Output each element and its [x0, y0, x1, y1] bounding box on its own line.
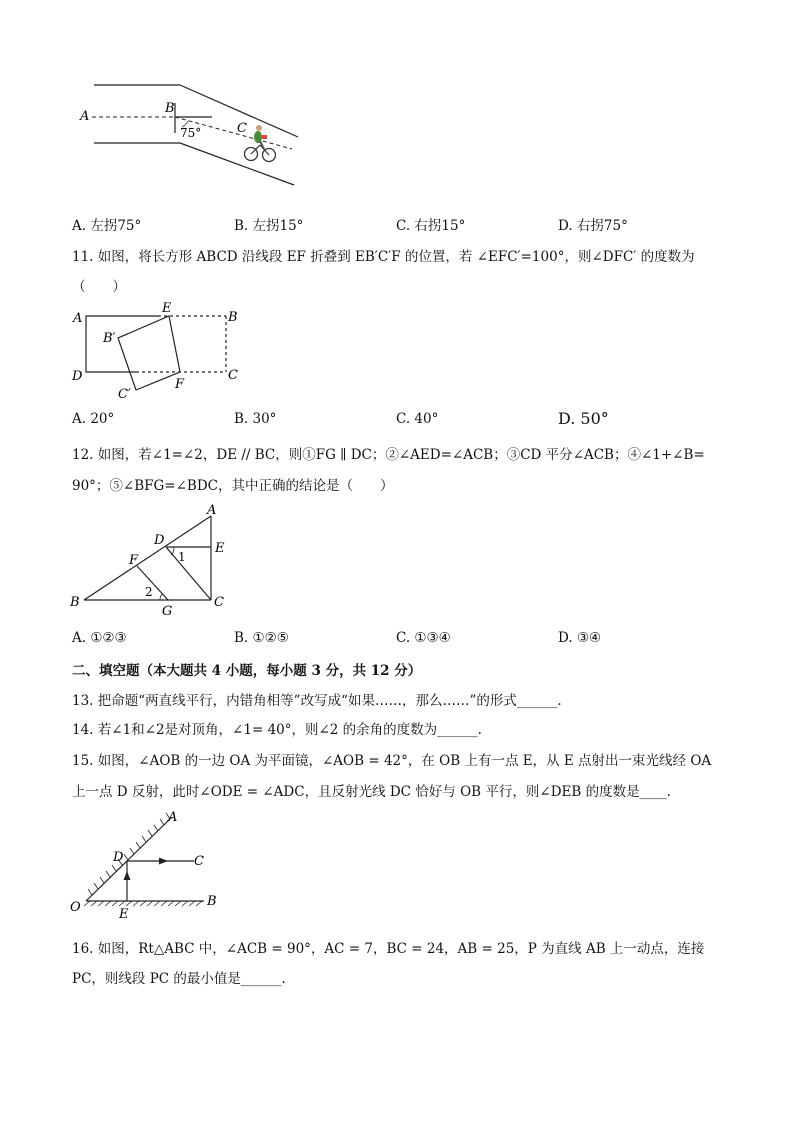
q15-figure [66, 805, 226, 927]
q10-figure [70, 75, 310, 199]
q11-option-a: A. 20° [72, 411, 115, 427]
q11-label-e: E [162, 302, 172, 316]
q15-label-d: D [113, 850, 124, 865]
q12-label-2: 2 [145, 585, 153, 599]
q12-text-line2: 90°；⑤∠BFG=∠BDC，其中正确的结论是（ ） [72, 478, 394, 494]
q10-label-c: C [237, 121, 247, 136]
q10-option-a: A. 左拐75° [72, 218, 142, 234]
q10-option-c: C. 右拐15° [396, 218, 466, 234]
q12-label-g: G [162, 604, 173, 618]
q15-text-line1: 15. 如图，∠AOB 的一边 OA 为平面镜，∠AOB = 42°，在 OB 上有一点 E，从 E 点射出一束光线经 OA [72, 753, 712, 769]
q15-label-c: C [194, 854, 204, 869]
q15-label-b: B [207, 894, 217, 909]
q11-label-b: B [228, 310, 238, 325]
q12-figure [68, 500, 238, 622]
q12-label-e: E [215, 541, 225, 556]
q14-text: 14. 若∠1和∠2是对顶角，∠1= 40°，则∠2 的余角的度数为______. [72, 722, 482, 738]
q11-label-d: D [72, 369, 83, 384]
q11-option-d: D. 50° [558, 409, 609, 428]
q12-option-a: A. ①②③ [72, 630, 127, 646]
q10-angle: 75° [180, 126, 202, 140]
q16-text-line1: 16. 如图，Rt△ABC 中，∠ACB = 90°，AC = 7，BC = 24，AB = 25，P 为直线 AB 上一动点，连接 [72, 941, 705, 957]
q11-text-line1: 11. 如图，将长方形 ABCD 沿线段 EF 折叠到 EB′C′F 的位置，若 ∠EFC′=100°，则∠DFC′ 的度数为 [72, 249, 695, 265]
q11-label-a: A [73, 311, 83, 326]
q12-label-d: D [154, 533, 165, 548]
q10-option-b: B. 左拐15° [234, 218, 304, 234]
q11-label-f: F [175, 377, 185, 392]
q12-label-1: 1 [178, 550, 186, 564]
q13-text: 13. 把命题“两直线平行，内错角相等”改写成“如果……，那么……”的形式______. [72, 693, 562, 709]
section-heading-fill-in: 二、填空题（本大题共 4 小题，每小题 3 分，共 12 分） [72, 663, 422, 679]
q12-label-c: C [214, 595, 224, 610]
q12-option-d: D. ③④ [558, 630, 602, 646]
q10-label-a: A [80, 109, 90, 124]
q15-label-o: O [70, 900, 81, 915]
q15-text-line2: 上一点 D 反射，此时∠ODE = ∠ADC，且反射光线 DC 恰好与 OB 平行，则∠DEB 的度数是____. [72, 784, 671, 800]
q12-label-a: A [207, 503, 217, 518]
q11-label-bp: B′ [103, 331, 116, 346]
q12-option-c: C. ①③④ [396, 630, 451, 646]
q12-label-f: F [129, 553, 139, 568]
q12-option-b: B. ①②⑤ [234, 630, 289, 646]
q10-option-d: D. 右拐75° [558, 218, 628, 234]
q15-label-a: A [168, 810, 178, 825]
q12-label-b: B [70, 595, 80, 610]
q11-option-b: B. 30° [234, 411, 277, 427]
q16-text-line2: PC，则线段 PC 的最小值是______. [72, 971, 286, 987]
q11-label-cp: C′ [118, 387, 131, 402]
q11-figure [70, 302, 250, 406]
q11-text-line2: （ ） [72, 279, 126, 295]
q10-label-b: B [165, 101, 175, 116]
q11-label-c: C [228, 368, 238, 383]
q15-label-e: E [119, 907, 129, 922]
q11-option-c: C. 40° [396, 411, 439, 427]
q12-text-line1: 12. 如图，若∠1=∠2，DE // BC，则①FG ∥ DC；②∠AED=∠ACB；③CD 平分∠ACB；④∠1+∠B= [72, 447, 705, 463]
